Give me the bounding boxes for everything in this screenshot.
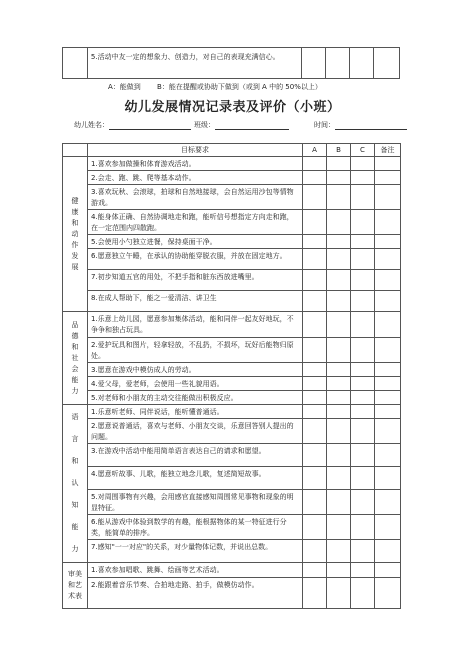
name-label: 幼儿姓名： — [74, 121, 109, 129]
item-cell — [88, 540, 303, 563]
item-text: 2.会走、跑、跳、爬等基本动作。 — [91, 174, 196, 182]
rating-cell-note[interactable] — [375, 171, 401, 185]
rating-cell-a[interactable] — [303, 171, 327, 185]
group-label-art: 审美 和艺 术表 — [63, 563, 88, 609]
rating-cell-a[interactable] — [303, 270, 327, 291]
rating-cell-a[interactable] — [303, 291, 327, 312]
rating-cell-c[interactable] — [351, 405, 375, 419]
rating-cell-a[interactable] — [303, 578, 327, 609]
rating-cell-note[interactable] — [375, 338, 401, 363]
rating-cell-c[interactable] — [351, 444, 375, 467]
rating-cell-c[interactable] — [351, 515, 375, 540]
group-label-health: 健 康 和 动 作 发 展 — [63, 157, 88, 312]
item-text: 4.爱父母，爱老师，会使用一些礼貌用语。 — [91, 380, 224, 388]
rating-cell-b[interactable] — [327, 540, 351, 563]
rating-cell-note[interactable] — [375, 185, 401, 210]
item-text: 4.能身体正确、自然协调地走和跑，能听信号想指定方向走和跑，在一定范围内四散跑。 — [91, 213, 294, 232]
item-text: 3.愿意在游戏中模仿成人的劳动。 — [91, 366, 196, 374]
rating-cell-note[interactable] — [375, 578, 401, 609]
name-blank[interactable] — [109, 121, 191, 130]
time-label: 时间： — [314, 121, 335, 129]
legend-a: A：能做到 — [108, 83, 141, 91]
item-cell — [88, 210, 303, 235]
rating-cell-b[interactable] — [327, 578, 351, 609]
table-row — [63, 185, 401, 210]
table-row — [63, 48, 400, 79]
evaluation-table — [62, 143, 401, 609]
rating-cell-a[interactable] — [303, 210, 327, 235]
table-row — [63, 377, 401, 391]
item-cell — [88, 563, 303, 578]
rating-cell-a[interactable] — [303, 540, 327, 563]
name-field[interactable] — [74, 120, 191, 130]
rating-cell-a[interactable] — [303, 405, 327, 419]
item-cell — [88, 377, 303, 391]
item-cell — [88, 270, 303, 291]
rating-cell-c[interactable] — [351, 419, 375, 444]
item-text: 7.感知"一一对应"的关系，对少量物体记数，并说出总数。 — [91, 543, 273, 551]
item-text: 1.喜欢参加做操和体育游戏活动。 — [91, 160, 196, 168]
rating-cell-note[interactable] — [375, 270, 401, 291]
rating-cell-a[interactable] — [303, 338, 327, 363]
item-text: 2.爱护玩具和图片，轻拿轻放，不乱扔，不损坏，玩好后能物归原处。 — [91, 341, 294, 360]
item-cell — [88, 171, 303, 185]
item-text: 6.愿意独立午睡，在承认的协助能穿脱衣服，并放在固定地方。 — [91, 252, 287, 260]
group-label-language: 语 言 和 认 知 能 力 — [63, 405, 88, 563]
header-row — [63, 144, 401, 157]
item-text: 8.在成人帮助下，能之一爱清洁、讲卫生 — [91, 294, 217, 302]
rating-cell-b[interactable] — [327, 405, 351, 419]
rating-cell-b[interactable] — [327, 291, 351, 312]
rating-cell-note[interactable] — [375, 467, 401, 490]
table-row — [63, 578, 401, 609]
rating-cell-c[interactable] — [351, 270, 375, 291]
page-title: 幼儿发展情况记录表及评价（小班） — [124, 100, 341, 115]
rating-cell-note[interactable] — [375, 157, 401, 171]
rating-cell-b[interactable] — [327, 419, 351, 444]
class-blank[interactable] — [215, 121, 289, 130]
rating-cell-note[interactable] — [375, 291, 401, 312]
rating-cell-note[interactable] — [375, 363, 401, 377]
rating-cell-note[interactable] — [375, 540, 401, 563]
table-row — [63, 210, 401, 235]
item-cell — [88, 291, 303, 312]
rating-cell-a[interactable] — [303, 419, 327, 444]
item-text: 4.愿意听故事、儿歌，能独立地念儿歌，复述简短故事。 — [91, 470, 266, 478]
rating-cell-note[interactable] — [375, 490, 401, 515]
rating-cell-a[interactable] — [303, 235, 327, 249]
table-row — [63, 363, 401, 377]
rating-cell-note[interactable] — [375, 391, 401, 405]
rating-cell-c[interactable] — [351, 291, 375, 312]
header-c: C — [351, 144, 375, 157]
rating-cell-a[interactable] — [303, 377, 327, 391]
rating-cell-c[interactable] — [351, 578, 375, 609]
rating-cell-b[interactable] — [327, 363, 351, 377]
rating-cell-note[interactable] — [375, 235, 401, 249]
rating-cell-a[interactable] — [303, 515, 327, 540]
table-row — [63, 444, 401, 467]
rating-cell-a[interactable] — [303, 444, 327, 467]
rating-cell-note[interactable] — [375, 563, 401, 578]
rating-cell-b[interactable] — [327, 490, 351, 515]
class-label: 班级： — [194, 121, 215, 129]
rating-cell-b[interactable] — [327, 249, 351, 270]
table-row — [63, 171, 401, 185]
table-row — [63, 515, 401, 540]
item-text: 5.对周围事物有兴趣，会用感官直接感知周围常见事物和现象的明显特征。 — [91, 493, 294, 512]
rating-cell-note[interactable] — [375, 312, 401, 338]
rating-cell-c[interactable] — [351, 490, 375, 515]
rating-cell-c[interactable] — [351, 249, 375, 270]
time-blank[interactable] — [335, 121, 407, 130]
table-row — [63, 405, 401, 419]
rating-cell-c[interactable] — [351, 157, 375, 171]
rating-cell-b[interactable] — [327, 338, 351, 363]
item-cell — [88, 444, 303, 467]
table-row — [63, 291, 401, 312]
table-row — [63, 419, 401, 444]
rating-cell-c[interactable] — [351, 363, 375, 377]
rating-cell-a[interactable] — [303, 312, 327, 338]
rating-cell-b[interactable] — [327, 171, 351, 185]
rating-cell-note[interactable] — [375, 377, 401, 391]
rating-cell-b[interactable] — [327, 157, 351, 171]
item-text: 3.在游戏中活动中能用简单语言表达自己的请求和愿望。 — [91, 447, 266, 455]
item-text: 7.初步知道五官的用处，不把手指和脏东西放进嘴里。 — [91, 273, 259, 281]
item-cell — [88, 405, 303, 419]
item-text: 5.会使用小勺独立进餐，保持桌面干净。 — [91, 238, 217, 246]
rating-cell-b[interactable] — [327, 467, 351, 490]
class-field[interactable] — [194, 120, 289, 130]
rating-cell-a[interactable] — [303, 391, 327, 405]
table-row — [63, 540, 401, 563]
table-row — [63, 563, 401, 578]
item-cell — [88, 363, 303, 377]
table-row — [63, 157, 401, 171]
continued-table — [62, 47, 400, 79]
table-row — [63, 249, 401, 270]
rating-cell-note[interactable] — [375, 405, 401, 419]
rating-cell-b[interactable] — [327, 391, 351, 405]
rating-cell-c[interactable] — [351, 467, 375, 490]
header-b: B — [327, 144, 351, 157]
item-cell — [88, 312, 303, 338]
rating-cell-c[interactable] — [351, 540, 375, 563]
time-field[interactable] — [314, 120, 407, 130]
header-a: A — [303, 144, 327, 157]
item-text: 1.喜欢参加唱歌、跳舞、绘画等艺术活动。 — [91, 566, 224, 574]
table-row — [63, 391, 401, 405]
rating-cell-c[interactable] — [351, 391, 375, 405]
table-row — [63, 338, 401, 363]
rating-cell-c[interactable] — [351, 377, 375, 391]
rating-cell-b[interactable] — [327, 270, 351, 291]
group-label-social: 品 德 和 社 会 能 力 — [63, 312, 88, 405]
item-text: 2.能跟着音乐节奏、合拍地走路、拍手，做模仿动作。 — [91, 581, 259, 589]
rating-cell-c[interactable] — [351, 235, 375, 249]
rating-cell-a[interactable] — [303, 563, 327, 578]
item-text: 5.对老师和小朋友的主动交往能做出积极反应。 — [91, 394, 238, 402]
table-row — [63, 467, 401, 490]
item-cell — [88, 490, 303, 515]
rating-cell-a[interactable] — [303, 157, 327, 171]
item-cell — [88, 185, 303, 210]
table-row — [63, 270, 401, 291]
rating-cell-b[interactable] — [327, 312, 351, 338]
rating-cell-b[interactable] — [327, 444, 351, 467]
item-cell — [88, 578, 303, 609]
rating-cell-c[interactable] — [351, 563, 375, 578]
rating-cell-c[interactable] — [351, 185, 375, 210]
rating-cell-b[interactable] — [327, 235, 351, 249]
table-row — [63, 312, 401, 338]
header-note: 备注 — [375, 144, 401, 157]
rating-cell-a[interactable] — [303, 249, 327, 270]
item-text: 5.活动中友一定的想象力、创造力，对自己的表现充满信心。 — [90, 53, 280, 61]
rating-cell-c[interactable] — [351, 210, 375, 235]
rating-cell-note[interactable] — [375, 444, 401, 467]
rating-cell-note[interactable] — [375, 515, 401, 540]
rating-cell-a[interactable] — [303, 467, 327, 490]
grade-legend — [108, 82, 336, 92]
header-target: 目标要求 — [88, 144, 303, 157]
item-cell — [88, 249, 303, 270]
rating-cell-b[interactable] — [327, 377, 351, 391]
table-row — [63, 235, 401, 249]
item-cell — [88, 419, 303, 444]
rating-cell-a[interactable] — [303, 490, 327, 515]
rating-cell-note[interactable] — [375, 249, 401, 270]
item-text: 1.乐意上幼儿园，愿意参加集体活动，能和同伴一起友好地玩，不争争和独占玩具。 — [91, 315, 294, 334]
rating-cell-b[interactable] — [327, 563, 351, 578]
rating-cell-a[interactable] — [303, 363, 327, 377]
rating-cell-note[interactable] — [375, 210, 401, 235]
item-text: 1.乐意听老师、同伴说话，能听懂普通话。 — [91, 408, 224, 416]
rating-cell-b[interactable] — [327, 515, 351, 540]
rating-cell-c[interactable] — [351, 338, 375, 363]
rating-cell-c[interactable] — [351, 312, 375, 338]
rating-cell-a[interactable] — [303, 185, 327, 210]
item-text: 6.能从游戏中体验到数学的有趣，能根据物体的某一特征进行分类，能简单的排序。 — [91, 518, 287, 537]
item-cell — [88, 467, 303, 490]
rating-cell-c[interactable] — [351, 171, 375, 185]
item-cell — [88, 235, 303, 249]
rating-cell-b[interactable] — [327, 185, 351, 210]
rating-cell-b[interactable] — [327, 210, 351, 235]
item-text: 2.愿意说普通话，喜欢与老师、小朋友交谈，乐意回答别人提出的问题。 — [91, 422, 294, 441]
item-cell — [88, 391, 303, 405]
table-row — [63, 490, 401, 515]
item-text: 3.喜欢玩秋、会滚球，拍球和自然地接球，会自然运用沙包等情物游戏。 — [91, 188, 294, 207]
rating-cell-note[interactable] — [375, 419, 401, 444]
legend-b: B：能在提醒或协助下做到（或到 A 中的 50%以上） — [157, 83, 322, 91]
item-cell — [88, 338, 303, 363]
item-cell — [88, 515, 303, 540]
item-cell — [88, 157, 303, 171]
